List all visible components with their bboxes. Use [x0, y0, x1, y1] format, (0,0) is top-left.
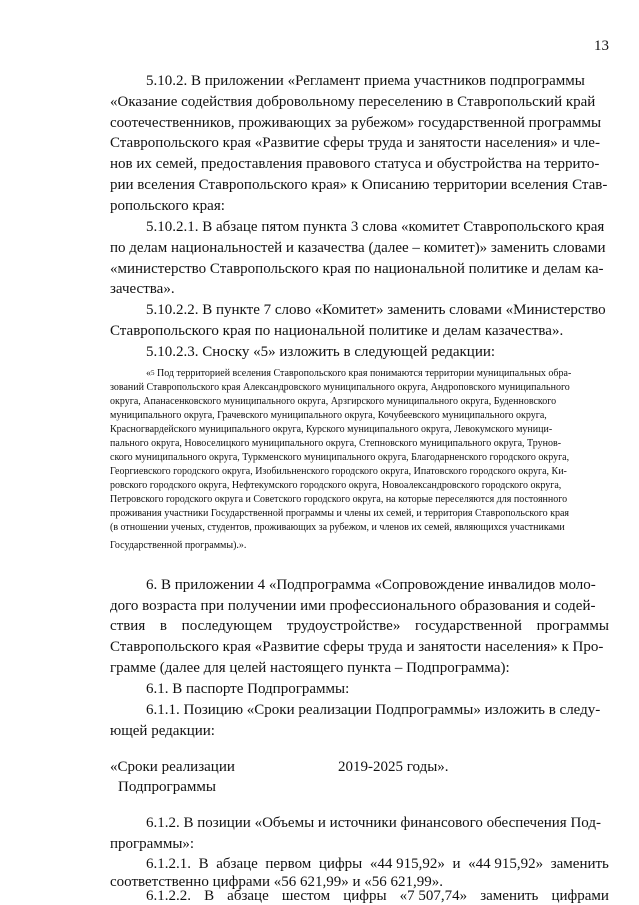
- footnote-line-2: зований Ставропольского края Александровского муниципального округа, Андроповского муниципального: [110, 382, 570, 393]
- footnote-line-10: Петровского городского округа и Советского городского округа, на которые переселяются для постоянного: [110, 494, 568, 505]
- word: 6.1.2.2.: [146, 888, 191, 904]
- word: заменить: [550, 856, 609, 872]
- word: первом: [265, 856, 312, 872]
- footnote-sup: 5: [151, 369, 155, 377]
- s6-line-5: грамме (далее для целей настоящего пункта – Подпрограмма):: [110, 660, 510, 676]
- word: шестом: [281, 888, 331, 904]
- s3-line-2: Ставропольского края по национальной политике и делам казачества».: [110, 323, 564, 339]
- word: цифры: [318, 856, 363, 872]
- footnote-line-13: Государственной программы).».: [110, 540, 247, 551]
- word: трудоустройстве»: [286, 618, 401, 634]
- word: цифрами: [551, 888, 609, 904]
- s612-line-1: 6.1.2. В позиции «Объемы и источники финансового обеспечения Под-: [146, 815, 601, 831]
- s611-line-1: 6.1.1. Позицию «Сроки реализации Подпрограммы» изложить в следу-: [146, 702, 601, 718]
- word: «44 915,92»: [468, 856, 544, 872]
- s1-line-3: соотечественников, проживающих за рубежом» государственной программы: [110, 115, 602, 131]
- s6-line-4: Ставропольского края «Развитие сферы труда и занятости населения» к Про-: [110, 639, 604, 655]
- s4-line: 5.10.2.3. Сноску «5» изложить в следующей редакции:: [146, 344, 496, 360]
- s6122-line-1: [146, 887, 609, 905]
- word: государственной: [415, 618, 522, 634]
- s1-line-5: нов их семей, предоставления правового статуса и обустройства на террито-: [110, 156, 600, 172]
- footnote-line-9: ровского городского округа, Нефтекумского городского округа, Новоалександровского городского округа,: [110, 480, 562, 491]
- s2-line-3: «министерство Ставропольского края по национальной политике и делам ка-: [110, 261, 604, 277]
- s6-line-1: 6. В приложении 4 «Подпрограмма «Сопровождение инвалидов моло-: [146, 577, 596, 593]
- word: цифры: [343, 888, 387, 904]
- footnote-line-11: проживания участники Государственной программы и члены их семей, и территория Ставропольского края: [110, 508, 570, 519]
- s6121-line-2: соответственно цифрами «56 621,99» и «56 621,99».: [110, 874, 444, 890]
- s2-line-1: 5.10.2.1. В абзаце пятом пункта 3 слова «комитет Ставропольского края: [146, 219, 605, 235]
- s1-line-1: 5.10.2. В приложении «Регламент приема участников подпрограммы: [146, 73, 585, 89]
- footnote-line-7: ского муниципального округа, Туркменского муниципального округа, Благодарненского городского округа,: [110, 452, 570, 463]
- footnote-line-1-text: Под территорией вселения Ставропольского края понимаются территории муниципальных обра-: [154, 368, 572, 379]
- footnote-line-3: округа, Апанасенковского муниципального округа, Арзгирского муниципального округа, Буденновского: [110, 396, 557, 407]
- footnote-line-4: муниципального округа, Грачевского муниципального округа, Кочубеевского муниципального округа,: [110, 410, 547, 421]
- s3-line-1: 5.10.2.2. В пункте 7 слово «Комитет» заменить словами «Министерство: [146, 302, 606, 318]
- s2-line-2: по делам национальностей и казачества (далее – комитет)» заменить словами: [110, 240, 606, 256]
- word: 6.1.2.1.: [146, 856, 191, 872]
- footnote-line-5: Красногвардейского муниципального округа, Курского муниципального округа, Левокумского муници-: [110, 424, 553, 435]
- footnote-open-quote: «: [146, 368, 151, 379]
- table-label-line-2: Подпрограммы: [118, 779, 216, 795]
- word: в: [159, 618, 167, 634]
- s612-line-2: программы»:: [110, 836, 195, 852]
- page-number: 13: [594, 38, 609, 54]
- footnote-line-6: пального округа, Новоселицкого муниципального округа, Степновского муниципального округа, Трунов-: [110, 438, 562, 449]
- s1-line-2: «Оказание содействия добровольному переселению в Ставропольский край: [110, 94, 596, 110]
- s6-line-2: дого возраста при получении ими профессионального образования и содей-: [110, 598, 596, 614]
- word: последующем: [181, 618, 273, 634]
- word: абзаце: [227, 888, 269, 904]
- s61-line: 6.1. В паспорте Подпрограммы:: [146, 681, 350, 697]
- word: программы: [536, 618, 609, 634]
- word: и: [452, 856, 461, 872]
- word: В: [204, 888, 215, 904]
- s6-line-3: [110, 617, 609, 635]
- footnote-line-8: Георгиевского городского округа, Изобильненского городского округа, Ипатовского городского округа, Ки-: [110, 466, 567, 477]
- word: абзаце: [216, 856, 258, 872]
- footnote-line-1: [146, 367, 571, 380]
- s2-line-4: зачества».: [110, 281, 175, 297]
- s1-line-4: Ставропольского края «Развитие сферы труда и занятости населения» и чле-: [110, 135, 600, 151]
- word: «7 507,74»: [399, 888, 468, 904]
- s611-line-2: ющей редакции:: [110, 723, 215, 739]
- word: В: [198, 856, 209, 872]
- word: «44 915,92»: [369, 856, 445, 872]
- table-label-line-1: «Сроки реализации: [110, 759, 235, 775]
- table-value: 2019-2025 годы».: [338, 759, 449, 775]
- word: заменить: [480, 888, 539, 904]
- s1-line-6: рии вселения Ставропольского края» к Описанию территории вселения Став-: [110, 177, 608, 193]
- s1-line-7: ропольского края:: [110, 198, 225, 214]
- word: ствия: [110, 618, 146, 634]
- s6121-line-1: [146, 855, 609, 873]
- footnote-line-12: (в отношении ученых, студентов, проживающих за рубежом, и членов их семей, являющихся участниками: [110, 522, 565, 533]
